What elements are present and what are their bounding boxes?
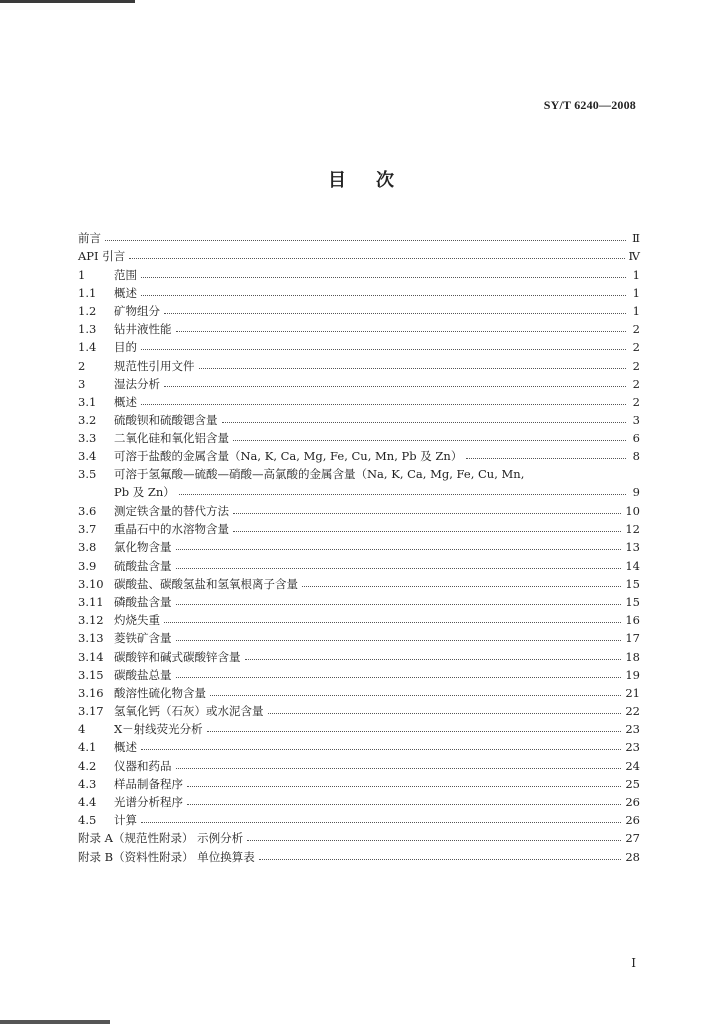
toc-leader-dots	[176, 330, 627, 332]
toc-entry-label: 酸溶性硫化物含量	[114, 685, 206, 700]
toc-entry-number: 3.11	[78, 594, 104, 609]
toc-leader-dots	[187, 785, 621, 787]
toc-entry[interactable]	[78, 682, 640, 700]
toc-entry[interactable]	[78, 591, 640, 609]
toc-leader-dots	[233, 439, 626, 441]
toc-entry-number: 4.1	[78, 740, 97, 755]
toc-leader-dots	[233, 530, 621, 532]
toc-leader-dots	[141, 821, 621, 823]
standard-code: SY/T 6240—2008	[543, 98, 636, 112]
toc-entry-page: 2	[632, 394, 640, 409]
toc-entry[interactable]	[78, 300, 640, 318]
toc-entry-label: 硫酸盐含量	[114, 558, 172, 573]
toc-leader-dots	[207, 730, 622, 732]
toc-entry-label: 概述	[114, 740, 137, 755]
toc-entry-page: 2	[632, 322, 640, 337]
toc-entry-number: 3.3	[78, 431, 97, 446]
toc-entry[interactable]	[78, 500, 640, 518]
toc-entry-number: 3.16	[78, 685, 104, 700]
toc-entry[interactable]	[78, 773, 640, 791]
toc-entry-page: 18	[625, 649, 640, 664]
toc-entry-label: 概述	[114, 394, 137, 409]
toc-entry-label: 灼烧失重	[114, 613, 160, 628]
toc-entry-label-continued: Pb 及 Zn）	[114, 484, 175, 499]
toc-entry-page: 15	[625, 594, 640, 609]
toc-entry-page: Ⅱ	[632, 231, 640, 246]
toc-entry-label: 氢氧化钙（石灰）或水泥含量	[114, 704, 264, 719]
toc-entry-label: 范围	[114, 267, 137, 282]
toc-entry[interactable]	[78, 791, 640, 809]
toc-entry-label: 可溶于盐酸的金属含量（Na, K, Ca, Mg, Fe, Cu, Mn, Pb 及 Zn）	[114, 449, 463, 464]
toc-entry-number: 3.7	[78, 522, 97, 537]
toc-entry-page: 2	[632, 340, 640, 355]
toc-entry-label: 磷酸盐含量	[114, 594, 172, 609]
toc-entry-page: 23	[625, 740, 640, 755]
toc-entry-label: 矿物组分	[114, 303, 160, 318]
toc-leader-dots	[141, 403, 626, 405]
toc-entry-label: 二氧化硅和氧化铝含量	[114, 431, 229, 446]
toc-entry[interactable]	[78, 227, 640, 245]
toc-entry-label: 目的	[114, 340, 137, 355]
toc-entry[interactable]	[78, 263, 640, 281]
toc-entry[interactable]	[78, 809, 640, 827]
toc-entry[interactable]	[78, 318, 640, 336]
toc-leader-dots	[164, 312, 626, 314]
toc-leader-dots	[176, 567, 622, 569]
toc-entry[interactable]	[78, 700, 640, 718]
toc-entry-label: 硫酸钡和硫酸锶含量	[114, 413, 218, 428]
toc-entry-page: 1	[632, 303, 640, 318]
toc-entry-label: 碳酸盐总量	[114, 667, 172, 682]
toc-entry-page: 10	[625, 504, 640, 519]
toc-entry-page: 1	[632, 285, 640, 300]
toc-entry-label: 附录 B（资料性附录） 单位换算表	[78, 849, 255, 864]
toc-entry[interactable]	[78, 827, 640, 845]
toc-entry-label: 湿法分析	[114, 376, 160, 391]
toc-entry-number: 3.15	[78, 667, 104, 682]
toc-entry[interactable]	[78, 518, 640, 536]
toc-entry[interactable]	[78, 718, 640, 736]
toc-leader-dots	[141, 348, 626, 350]
table-of-contents	[78, 227, 640, 864]
toc-entry-page: 21	[625, 685, 640, 700]
scan-edge-top	[0, 0, 135, 3]
toc-entry[interactable]	[78, 245, 640, 263]
toc-entry[interactable]	[78, 754, 640, 772]
toc-entry[interactable]	[78, 627, 640, 645]
toc-entry[interactable]	[78, 573, 640, 591]
toc-leader-dots	[176, 603, 622, 605]
toc-entry-number: 3	[78, 376, 86, 391]
toc-entry-label: 重晶石中的水溶物含量	[114, 522, 229, 537]
toc-entry-page: 9	[632, 484, 640, 499]
toc-leader-dots	[466, 457, 626, 459]
toc-entry-number: 1.3	[78, 322, 97, 337]
toc-leader-dots	[210, 694, 621, 696]
toc-entry-label: 钻井液性能	[114, 322, 172, 337]
toc-entry[interactable]	[78, 536, 640, 554]
toc-entry-number: 3.13	[78, 631, 104, 646]
toc-entry-page: 8	[632, 449, 640, 464]
toc-entry-page: 26	[625, 813, 640, 828]
toc-entry-label: 氯化物含量	[114, 540, 172, 555]
toc-entry-page: 16	[625, 613, 640, 628]
toc-entry-label: 仪器和药品	[114, 758, 172, 773]
toc-leader-dots	[233, 512, 621, 514]
toc-entry-page: 15	[625, 576, 640, 591]
toc-entry-page: 13	[625, 540, 640, 555]
page-number: I	[631, 956, 636, 970]
toc-entry-page: 14	[625, 558, 640, 573]
toc-leader-dots	[176, 767, 622, 769]
toc-entry[interactable]	[78, 845, 640, 863]
toc-entry-page: 24	[625, 758, 640, 773]
toc-entry-page: 12	[625, 522, 640, 537]
toc-leader-dots	[129, 257, 624, 259]
toc-entry-page: 25	[625, 776, 640, 791]
toc-entry-number: 2	[78, 358, 86, 373]
toc-entry-number: 3.8	[78, 540, 97, 555]
toc-entry-label: API 引言	[78, 249, 126, 264]
toc-leader-dots	[259, 858, 622, 860]
toc-entry[interactable]	[78, 554, 640, 572]
toc-entry-label: 附录 A（规范性附录） 示例分析	[78, 831, 244, 846]
toc-leader-dots	[141, 276, 626, 278]
toc-leader-dots	[141, 294, 626, 296]
toc-leader-dots	[247, 839, 621, 841]
toc-leader-dots	[179, 493, 626, 495]
toc-leader-dots	[187, 803, 621, 805]
toc-leader-dots	[245, 658, 622, 660]
toc-leader-dots	[164, 385, 626, 387]
toc-entry-number: 3.12	[78, 613, 104, 628]
toc-entry-number: 3.17	[78, 704, 104, 719]
toc-entry[interactable]	[78, 409, 640, 427]
toc-entry[interactable]	[78, 463, 640, 499]
toc-entry-label: 概述	[114, 285, 137, 300]
toc-entry[interactable]	[78, 445, 640, 463]
toc-entry[interactable]	[78, 664, 640, 682]
toc-entry-page: 1	[632, 267, 640, 282]
toc-entry-number: 3.9	[78, 558, 97, 573]
toc-entry-page: 3	[632, 413, 640, 428]
toc-entry-page: 17	[625, 631, 640, 646]
toc-entry-page: 27	[625, 831, 640, 846]
toc-entry-label: 前言	[78, 231, 101, 246]
toc-entry[interactable]	[78, 354, 640, 372]
toc-entry-page: 2	[632, 376, 640, 391]
scan-edge-bottom	[0, 1020, 110, 1024]
toc-entry-number: 3.1	[78, 394, 97, 409]
toc-entry[interactable]	[78, 427, 640, 445]
toc-entry-number: 4.2	[78, 758, 97, 773]
toc-entry-page: Ⅳ	[628, 249, 640, 264]
toc-leader-dots	[176, 639, 622, 641]
toc-entry-number: 3.6	[78, 504, 97, 519]
toc-leader-dots	[176, 676, 622, 678]
toc-entry-page: 6	[632, 431, 640, 446]
toc-entry-label: X－射线荧光分析	[114, 722, 203, 737]
toc-entry-number: 3.2	[78, 413, 97, 428]
toc-leader-dots	[222, 421, 627, 423]
toc-entry-number: 3.4	[78, 449, 97, 464]
toc-entry-label: 测定铁含量的替代方法	[114, 504, 229, 519]
toc-entry-page: 2	[632, 358, 640, 373]
toc-entry-page: 19	[625, 667, 640, 682]
toc-entry-number: 1	[78, 267, 86, 282]
toc-entry[interactable]	[78, 645, 640, 663]
toc-leader-dots	[105, 239, 626, 241]
toc-entry-label: 可溶于氢氟酸—硫酸—硝酸—高氯酸的金属含量（Na, K, Ca, Mg, Fe, Cu, Mn,	[114, 467, 525, 482]
toc-entry-label: 菱铁矿含量	[114, 631, 172, 646]
toc-entry-page: 28	[625, 849, 640, 864]
toc-entry-label: 计算	[114, 813, 137, 828]
toc-entry-label: 光谱分析程序	[114, 795, 183, 810]
toc-entry-label: 碳酸锌和碱式碳酸锌含量	[114, 649, 241, 664]
toc-entry[interactable]	[78, 282, 640, 300]
toc-leader-dots	[176, 548, 622, 550]
toc-entry-page: 23	[625, 722, 640, 737]
toc-entry[interactable]	[78, 609, 640, 627]
toc-entry-number: 3.14	[78, 649, 104, 664]
toc-entry[interactable]	[78, 736, 640, 754]
toc-entry-number: 4.4	[78, 795, 97, 810]
toc-entry-page: 22	[625, 704, 640, 719]
toc-entry-label: 规范性引用文件	[114, 358, 195, 373]
toc-entry[interactable]	[78, 391, 640, 409]
toc-entry[interactable]	[78, 373, 640, 391]
toc-entry-number: 4.3	[78, 776, 97, 791]
toc-entry-page: 26	[625, 795, 640, 810]
toc-entry-number: 1.2	[78, 303, 97, 318]
toc-entry-number: 1.4	[78, 340, 97, 355]
toc-entry-number: 4	[78, 722, 86, 737]
toc-leader-dots	[199, 367, 627, 369]
page-title: 目次	[328, 170, 424, 191]
toc-entry-number: 3.10	[78, 576, 104, 591]
toc-entry-number: 4.5	[78, 813, 97, 828]
toc-entry-number: 1.1	[78, 285, 97, 300]
toc-leader-dots	[302, 585, 621, 587]
toc-leader-dots	[164, 621, 621, 623]
toc-entry-label: 碳酸盐、碳酸氢盐和氢氧根离子含量	[114, 576, 298, 591]
toc-entry[interactable]	[78, 336, 640, 354]
toc-leader-dots	[268, 712, 622, 714]
toc-leader-dots	[141, 748, 621, 750]
toc-entry-label: 样品制备程序	[114, 776, 183, 791]
toc-entry-number: 3.5	[78, 467, 97, 482]
